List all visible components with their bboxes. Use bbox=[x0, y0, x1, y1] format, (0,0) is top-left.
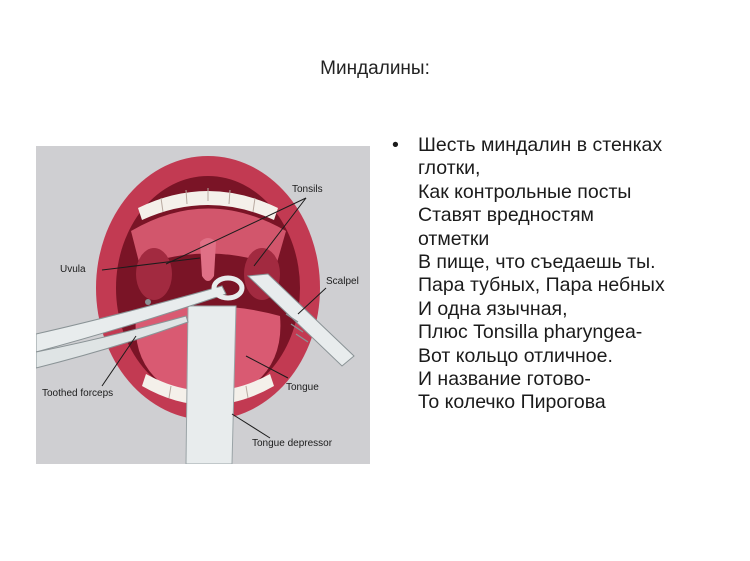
label-tongue: Tongue bbox=[286, 382, 319, 393]
slide-title: Миндалины: bbox=[320, 58, 430, 79]
poem-bullet-item bbox=[392, 134, 732, 415]
left-tonsil bbox=[136, 248, 172, 300]
throat-anatomy-figure bbox=[36, 146, 370, 464]
poem-line: отметки bbox=[418, 227, 490, 250]
poem-line: То колечко Пирогова bbox=[418, 391, 606, 414]
poem-line: Пара тубных, Пара небных bbox=[418, 274, 665, 297]
tongue-depressor-instrument bbox=[186, 306, 236, 464]
poem-line: Вот кольцо отличное. bbox=[418, 344, 613, 367]
throat-anatomy-illustration bbox=[36, 146, 370, 464]
label-uvula: Uvula bbox=[60, 264, 86, 275]
poem-line: Плюс Tonsilla pharyngea- bbox=[418, 321, 643, 344]
poem-line: Как контрольные посты bbox=[418, 180, 632, 203]
label-tonsils: Tonsils bbox=[292, 184, 323, 195]
label-tongue-depressor: Tongue depressor bbox=[252, 438, 333, 449]
poem-line: И название готово- bbox=[418, 368, 591, 391]
poem-line: В пище, что съедаешь ты. bbox=[418, 251, 656, 274]
poem-line: глотки, bbox=[418, 157, 481, 180]
poem-line: Шесть миндалин в стенках bbox=[418, 134, 663, 156]
bullet-marker: • bbox=[392, 134, 399, 156]
label-scalpel: Scalpel bbox=[326, 276, 359, 287]
label-toothed-forceps: Toothed forceps bbox=[42, 388, 114, 399]
poem-lines bbox=[418, 134, 732, 415]
poem-line: Ставят вредностям bbox=[418, 204, 594, 227]
poem-line: И одна язычная, bbox=[418, 297, 568, 320]
